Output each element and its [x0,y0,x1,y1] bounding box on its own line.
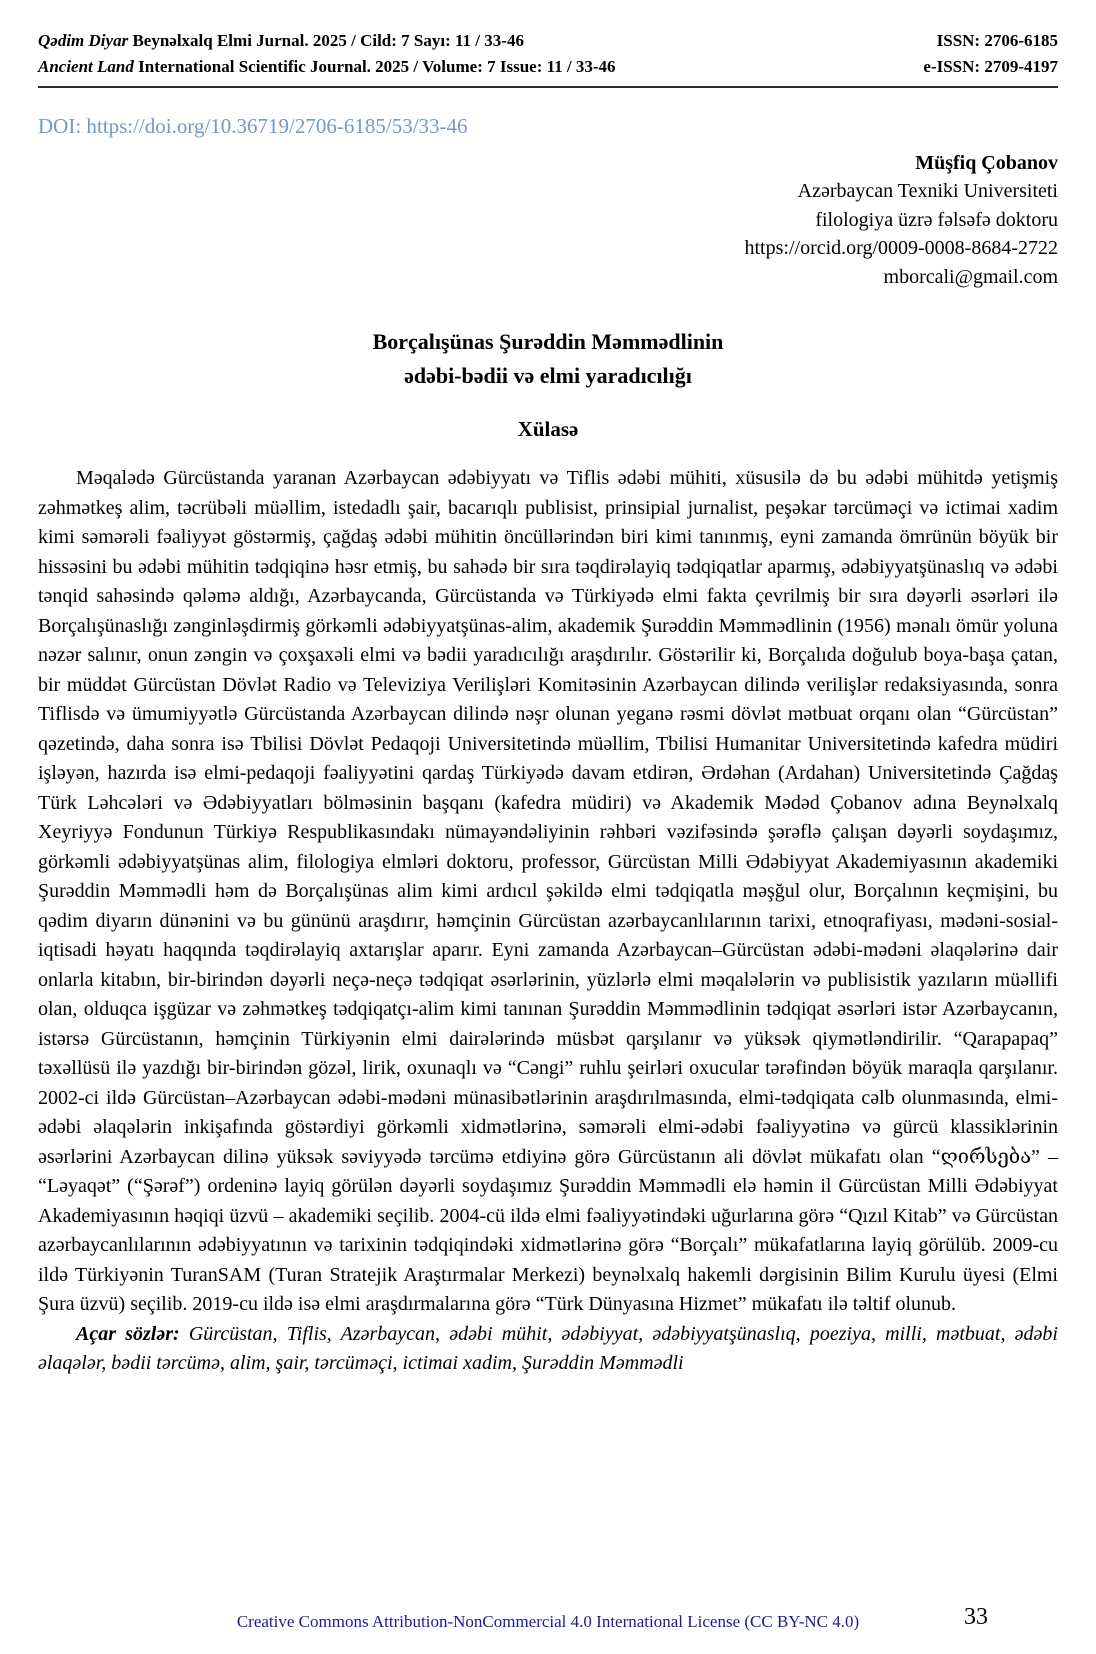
journal-title-en [38,54,616,80]
author-name: Müşfiq Çobanov [915,152,1058,174]
doi-link[interactable]: DOI: https://doi.org/10.36719/2706-6185/53/33-46 [38,114,468,138]
license-link[interactable]: Creative Commons Attribution-NonCommercial 4.0 International License (CC BY-NC 4.0) [236,1612,860,1631]
journal-header-right [923,28,1058,79]
email-link[interactable]: mborcali@gmail.com [883,265,1058,288]
abstract-heading: Xülasə [517,417,579,442]
article-title-line2: ədəbi-bədii və elmi yaradıcılığı [404,363,692,389]
keywords-paragraph [38,1320,1058,1379]
article-title [38,325,1058,393]
eissn-label: e-ISSN: 2709-4197 [923,56,1058,76]
abstract-body [38,464,1058,1379]
journal-header-left [38,28,616,79]
journal-name-en: Ancient Land [38,56,134,76]
keywords-label: Açar sözlər: [76,1322,180,1345]
journal-meta-az: Beynəlxalq Elmi Jurnal. 2025 / Cild: 7 Sayı: 11 / 33-46 [128,31,524,50]
author-degree: filologiya üzrə fəlsəfə doktoru [815,208,1058,231]
journal-header [38,28,1058,88]
author-email [38,263,1058,291]
journal-name-az: Qədim Diyar [38,31,129,50]
author-block [38,149,1058,291]
page-footer [38,1604,1058,1638]
journal-title-az [38,28,616,54]
license-line [38,1604,1058,1632]
keywords-text: Gürcüstan, Tiflis, Azərbaycan, ədəbi mühit, ədəbiyyat, ədəbiyyatşünaslıq, poeziya, milli, mətbuat, ədəbi əlaqələr, bədii tərcümə, alim, şair, tərcüməçi, ictimai xadim, Şurəddin Məmmədli [38,1322,1058,1375]
journal-meta-en: International Scientific Journal. 2025 / Volume: 7 Issue: 11 / 33-46 [133,56,616,76]
article-title-line1: Borçalışünas Şurəddin Məmmədlinin [372,328,724,354]
page-number: 33 [964,1604,988,1630]
doi-row [38,114,1058,139]
abstract-paragraph: Məqalədə Gürcüstanda yaranan Azərbaycan ədəbiyyatı və Tiflis ədəbi mühiti, xüsusilə də bu ədəbi mühitdə yetişmiş zəhmətkeş alim, təcrübəli müəllim, istedadlı şair, bacarıqlı publisist, prinsipial jurnalist, peşəkar tərcüməçi və ictimai xadim kimi səmərəli fəaliyyət göstərmiş, çağdaş ədəbi mühitin öncüllərindən biri kimi tanınmış, eyni zamanda ömrünün böyük bir hissəsini bu ədəbi mühitin tədqiqinə həsr etmiş, bu sahədə bir sıra təqdirəlayiq tədqiqatlar aparmış, ədəbiyyatşünaslıq və ədəbi tənqid sahəsində qələmə aldığı, Azərbaycanda, Gürcüstanda və Türkiyədə elmi fakta çevrilmiş bir sıra dəyərli əsərləri ilə Borçalışünaslığı zənginləşdirmiş görkəmli ədəbiyyatşünas-alim, akademik Şurəddin Məmmədlinin (1956) mənalı ömür yoluna nəzər salınır, onun zəngin və çoxşaxəli elmi və bədii yaradıcılığı araşdırılır. Göstərilir ki, Borçalıda doğulub boya-başa çatan, bir müddət Gürcüstan Dövlət Radio və Televiziya Verilişləri Komitəsinin Azərbaycan dilində verilişlər redaksiyasında, sonra Tiflisdə və ümumiyyətlə Gürcüstanda Azərbaycan dilində nəşr olunan yeganə rəsmi dövlət mətbuat orqanı olan “Gürcüstan” qəzetində, daha sonra isə Tbilisi Dövlət Pedaqoji Universitetində müəllim, Tbilisi Humanitar Universitetində kafedra müdiri işləyən, hazırda isə elmi-pedaqoji fəaliyyətini qardaş Türkiyədə davam etdirən, Ərdəhan (Ardahan) Universitetində Çağdaş Türk Ləhcələri və Ədəbiyyatları bölməsinin başqanı (kafedra müdiri) və Akademik Mədəd Çobanov adına Beynəlxalq Xeyriyyə Fondunun Türkiyə Respublikasındakı nümayəndəliyinin rəhbəri vəzifəsində şərəflə çalışan dəyərli soydaşımız, görkəmli ədəbiyyatşünas alim, filologiya elmləri doktoru, professor, Gürcüstan Milli Ədəbiyyat Akademiyasının akademiki Şurəddin Məmmədli həm də Borçalışünas alim kimi ardıcıl şəkildə elmi tədqiqatla məşğul olur, Borçalının keçmişini, bu qədim diyarın dünənini və bu gününü araşdırır, həmçinin Gürcüstan azərbaycanlılarının tarixi, etnoqrafiyası, mədəni-sosial-iqtisadi həyatı haqqında təqdirəlayiq axtarışlar aparır. Eyni zamanda Azərbaycan–Gürcüstan ədəbi-mədəni əlaqələrinə dair onlarla kitabın, bir-birindən dəyərli neçə-neçə tədqiqat əsərlərinin, yüzlərlə elmi məqalələrin və publisistik yazıların müəllifi olan, olduqca işgüzar və zəhmətkeş tədqiqatçı-alim kimi tanınan Şurəddin Məmmədlinin tədqiqat əsərləri istər Azərbaycanın, istərsə Gürcüstanın, həmçinin Türkiyənin elmi dairələrində müsbət qarşılanır və yüksək qiymətləndirilir. “Qarapapaq” təxəllüsü ilə yazdığı bir-birindən gözəl, lirik, oxunaqlı və “Cəngi” ruhlu şeirləri oxucular tərəfindən böyük maraqla qarşılanır. 2002-ci ildə Gürcüstan–Azərbaycan ədəbi-mədəni münasibətlərinin araşdırılmasında, elmi-tədqiqata cəlb olunmasında, elmi-ədəbi əlaqələrin inkişafında göstərdiyi görkəmli xidmətlərinə, səmərəli elmi-ədəbi fəaliyyətinə və gürcü klassiklərinin əsərlərini Azərbaycan dilinə yüksək səviyyədə tərcümə etdiyinə görə Gürcüstanın ali dövlət mükafatı olan “ღირსება” – “Ləyaqət” (“Şərəf”) ordeninə layiq görülən dəyərli soydaşımız Şurəddin Məmmədli elə həmin il Gürcüstan Milli Ədəbiyyat Akademiyasının həqiqi üzvü – akademiki seçilib. 2004-cü ildə elmi fəaliyyətindəki uğurlarına görə “Qızıl Kitab” və Gürcüstan azərbaycanlılarının ədəbiyyatının və tarixinin tədqiqindəki xidmətlərinə görə “Borçalı” mükafatlarına layiq görülüb. 2009-cu ildə Türkiyənin TuranSAM (Turan Stratejik Araştırmalar Merkezi) beynəlxalq hakemli dərgisinin Bilim Kurulu üyesi (Elmi Şura üzvü) seçilib. 2019-cu ildə isə elmi araşdırmalarına görə “Türk Dünyasına Hizmet” mükafatı ilə təltif olunub. [38,467,1058,1316]
author-affiliation: Azərbaycan Texniki Universiteti [797,180,1058,203]
issn-label: ISSN: 2706-6185 [936,31,1058,50]
author-orcid [38,234,1058,262]
orcid-link[interactable]: https://orcid.org/0009-0008-8684-2722 [744,237,1058,260]
